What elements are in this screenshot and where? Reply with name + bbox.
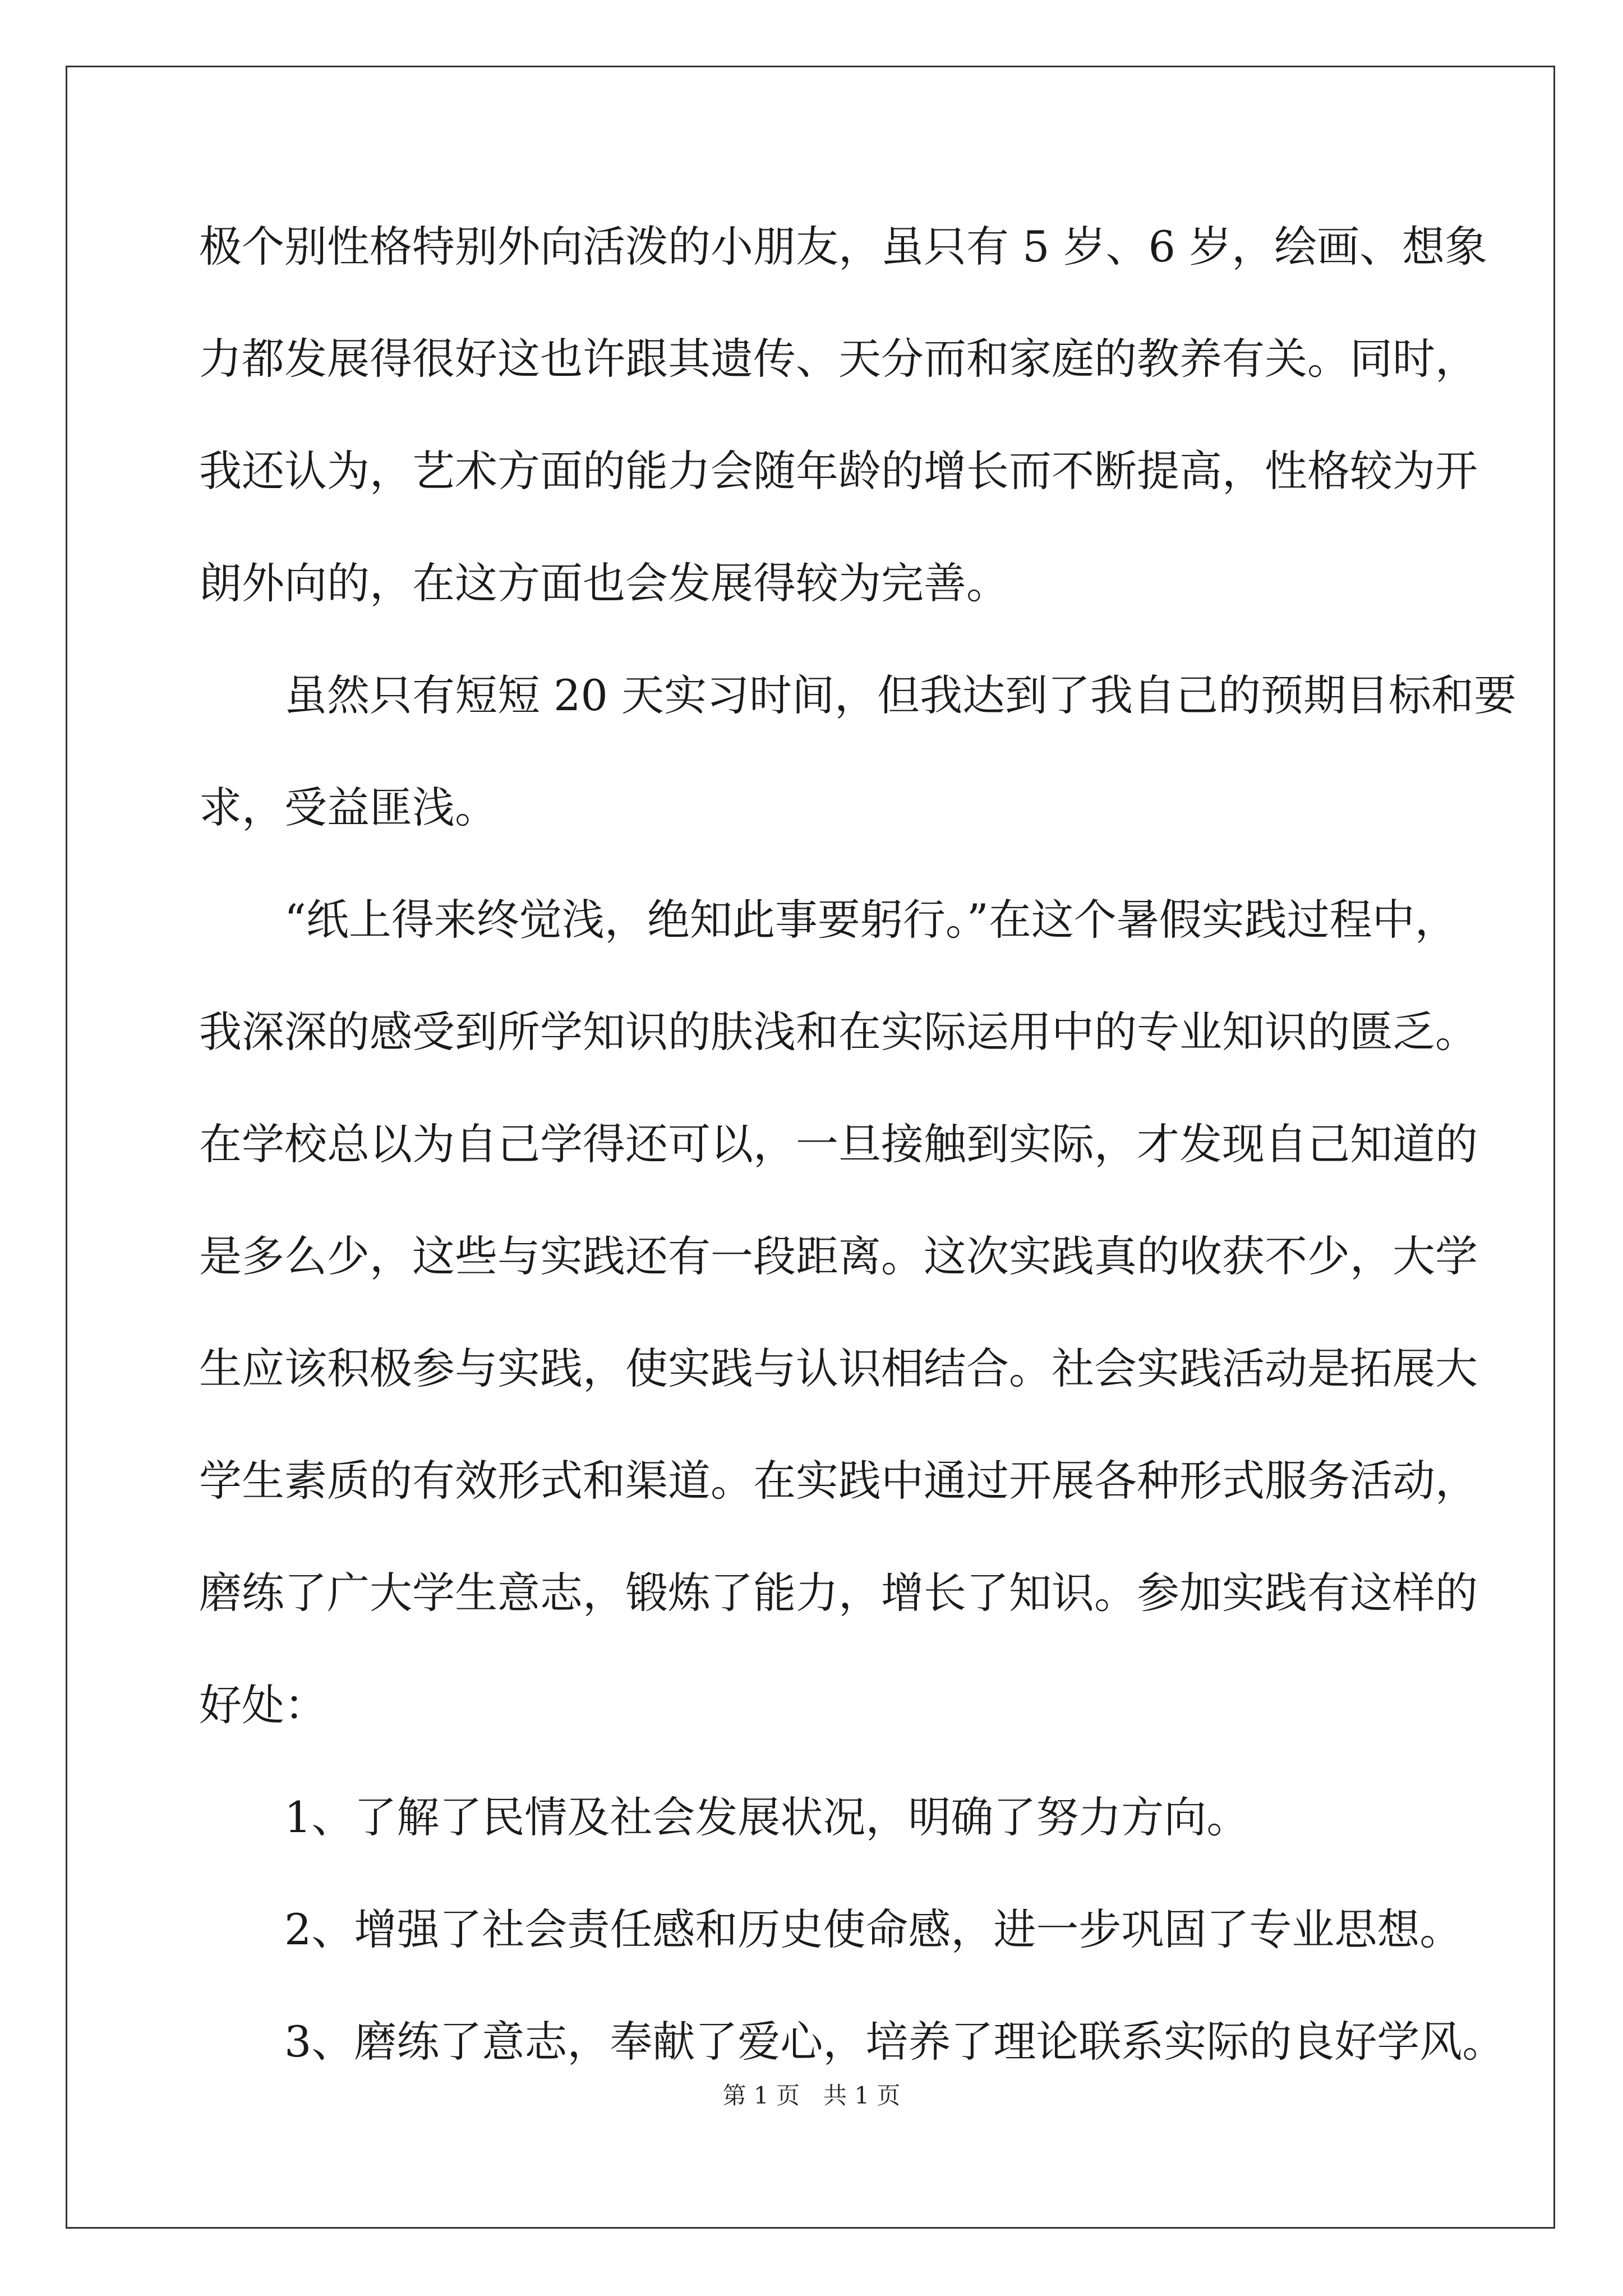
text-line: 好处： bbox=[199, 1680, 327, 1730]
text-line: 在学校总以为自己学得还可以，一旦接触到实际，才发现自己知道的 bbox=[199, 1119, 1478, 1169]
text-line: 虽然只有短短 20 天实习时间，但我达到了我自己的预期目标和要 bbox=[199, 670, 1517, 720]
text-line: 朗外向的，在这方面也会发展得较为完善。 bbox=[199, 558, 1009, 608]
list-item: 1、了解了民情及社会发展状况，明确了努力方向。 bbox=[199, 1792, 1249, 1842]
text-line: 我深深的感受到所学知识的肤浅和在实际运用中的专业知识的匮乏。 bbox=[199, 1007, 1478, 1057]
page-footer: 第 1 页 共 1 页 bbox=[722, 2082, 901, 2109]
list-item: 3、磨练了意志，奉献了爱心，培养了理论联系实际的良好学风。 bbox=[199, 2017, 1505, 2067]
text-line: 求，受益匪浅。 bbox=[199, 783, 497, 832]
text-line: 力都发展得很好这也许跟其遗传、天分而和家庭的教养有关。同时， bbox=[199, 334, 1478, 384]
text-line: 生应该积极参与实践，使实践与认识相结合。社会实践活动是拓展大 bbox=[199, 1343, 1478, 1393]
text-line: 我还认为，艺术方面的能力会随年龄的增长而不断提高，性格较为开 bbox=[199, 446, 1478, 496]
text-line: “纸上得来终觉浅，绝知此事要躬行。”在这个暑假实践过程中， bbox=[199, 895, 1458, 945]
list-item: 2、增强了社会责任感和历史使命感，进一步巩固了专业思想。 bbox=[199, 1904, 1463, 1954]
text-line: 磨练了广大学生意志，锻炼了能力，增长了知识。参加实践有这样的 bbox=[199, 1568, 1478, 1618]
text-line: 是多么少，这些与实践还有一段距离。这次实践真的收获不少，大学 bbox=[199, 1231, 1478, 1281]
text-line: 极个别性格特别外向活泼的小朋友，虽只有 5 岁、6 岁，绘画、想象 bbox=[199, 222, 1488, 272]
text-line: 学生素质的有效形式和渠道。在实践中通过开展各种形式服务活动， bbox=[199, 1456, 1478, 1506]
